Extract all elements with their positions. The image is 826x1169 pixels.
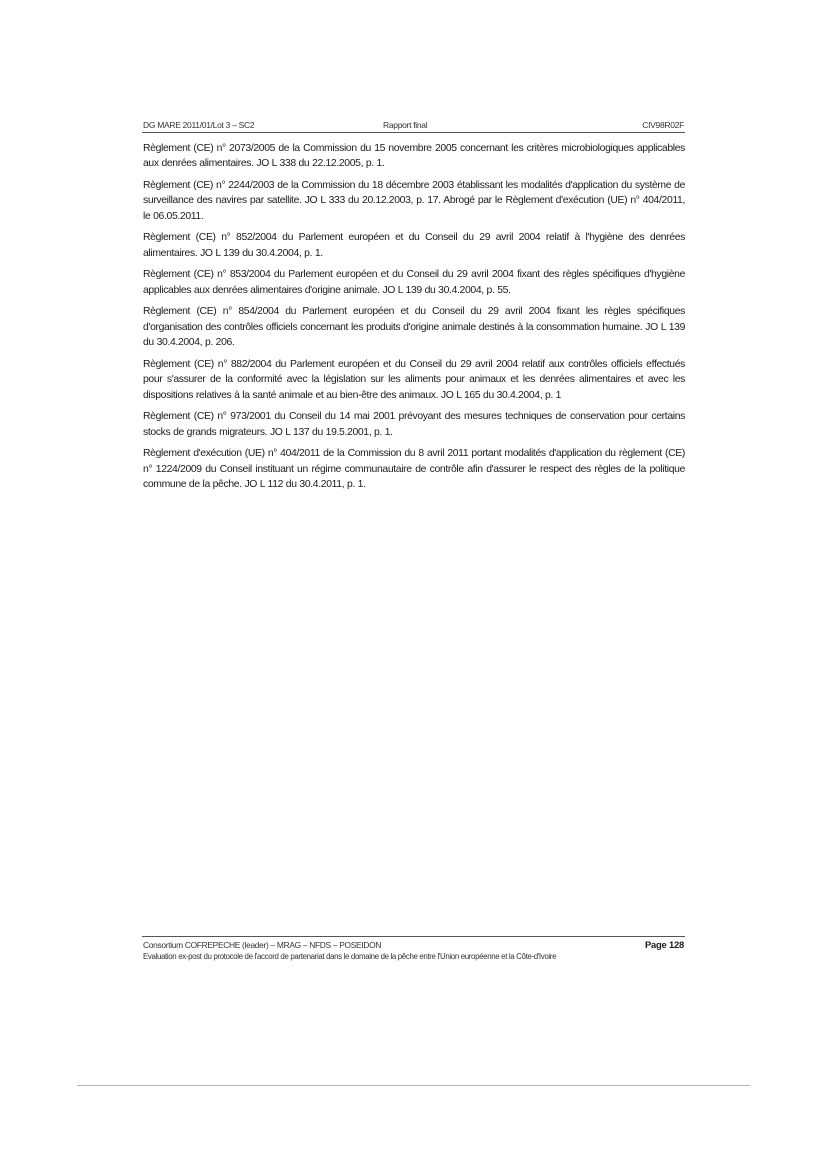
reference-item: Règlement d'exécution (UE) n° 404/2011 de la Commission du 8 avril 2011 portant modalités d'application du règlement (CE) n° 1224/2009 du Conseil instituant un régime communautaire de contrôle afin d'assurer le respect des règles de la politique commune de la pêche. JO L 112 du 30.4.2011, p. 1. <box>143 448 685 491</box>
reference-item: Règlement (CE) n° 882/2004 du Parlement européen et du Conseil du 29 avril 2004 relatif aux contrôles officiels effectués pour s'assurer de la conformité avec la législation sur les aliments pour animaux et les denrées alimentaires et avec les dispositions relatives à la santé animale et au bien-être des animaux. JO L 165 du 30.4.2004, p. 1 <box>143 358 685 401</box>
page-footer <box>142 936 685 961</box>
header-project-ref: DG MARE 2011/01/Lot 3 – SC2 <box>143 120 255 130</box>
footer-consortium: Consortium COFREPECHE (leader) – MRAG – NFDS – POSEIDON <box>143 940 382 950</box>
reference-item: Règlement (CE) n° 2073/2005 de la Commission du 15 novembre 2005 concernant les critères microbiologiques applicables aux denrées alimentaires. JO L 338 du 22.12.2005, p. 1. <box>143 143 685 170</box>
header-document-code: CIV98R02F <box>642 120 684 130</box>
page-header <box>142 118 685 133</box>
reference-item: Règlement (CE) n° 854/2004 du Parlement européen et du Conseil du 29 avril 2004 fixant les règles spécifiques d'organisation des contrôles officiels concernant les produits d'origine animale destinés à la consommation humaine. JO L 139 du 30.4.2004, p. 206. <box>143 306 685 349</box>
footer-top-line <box>142 940 685 954</box>
header-report-type: Rapport final <box>383 120 428 130</box>
reference-item: Règlement (CE) n° 853/2004 du Parlement européen et du Conseil du 29 avril 2004 fixant des règles spécifiques d'hygiène applicables aux denrées alimentaires d'origine animale. JO L 139 du 30.4.2004, p. 55. <box>143 269 685 296</box>
reference-item: Règlement (CE) n° 2244/2003 de la Commission du 18 décembre 2003 établissant les modalités d'application du système de surveillance des navires par satellite. JO L 333 du 20.12.2003, p. 17. Abrogé par le Règlement d'exécution (UE) n° 404/2011, le 06.05.2011. <box>143 180 685 222</box>
bottom-divider <box>77 1085 750 1086</box>
reference-item: Règlement (CE) n° 973/2001 du Conseil du 14 mai 2001 prévoyant des mesures techniques de conservation pour certains stocks de grands migrateurs. JO L 137 du 19.5.2001, p. 1. <box>143 411 685 438</box>
reference-list <box>143 141 685 499</box>
page-number: Page 128 <box>644 939 684 950</box>
footer-subtitle: Evaluation ex-post du protocole de l'accord de partenariat dans le domaine de la pêche entre l'Union européenne et la Côte-d'Ivoire <box>143 952 557 961</box>
reference-item: Règlement (CE) n° 852/2004 du Parlement européen et du Conseil du 29 avril 2004 relatif à l'hygiène des denrées alimentaires. JO L 139 du 30.4.2004, p. 1. <box>143 232 685 259</box>
